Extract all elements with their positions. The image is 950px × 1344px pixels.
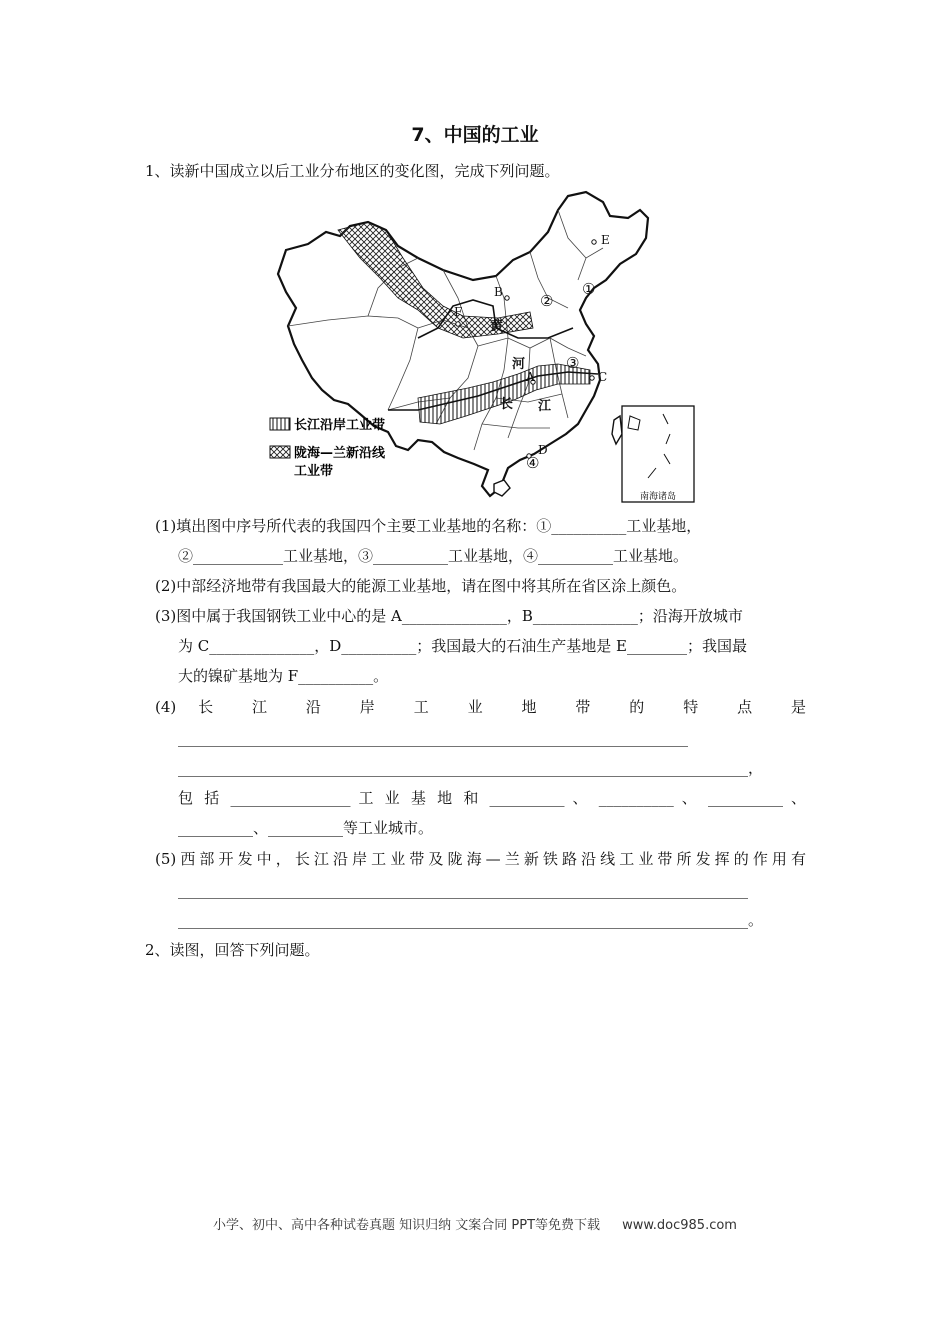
q1-part5-blank1: ____________________________________________________________________________ bbox=[178, 881, 748, 899]
q1-part5-line1: (5)西部开发中，长江沿岸工业带及陇海—兰新铁路沿线工业带所发挥的作用有 bbox=[155, 850, 806, 868]
legend-swatch-longhai bbox=[270, 446, 290, 458]
question-2-intro: 2、读图，回答下列问题。 bbox=[145, 941, 320, 959]
q1-part5-blank2: ____________________________________________________________________________。 bbox=[178, 911, 764, 929]
q1-part2: (2)中部经济地带有我国最大的能源工业基地，请在图中将其所在省区涂上颜色。 bbox=[155, 577, 687, 595]
point-d: D bbox=[538, 443, 548, 457]
legend-yangtze: 长江沿岸工业带 bbox=[294, 418, 386, 433]
q1-part3-line3: 大的镍矿基地为 F__________。 bbox=[178, 667, 389, 685]
base-2: ② bbox=[540, 292, 554, 310]
point-c: C bbox=[598, 370, 608, 384]
hainan-island bbox=[494, 480, 510, 496]
point-b: B bbox=[494, 285, 503, 299]
inset-label: 南海诸岛 bbox=[639, 492, 677, 502]
question-1-intro: 1、读新中国成立以后工业分布地区的变化图，完成下列问题。 bbox=[145, 162, 560, 180]
q1-part1-line2: ②____________工业基地，③__________工业基地，④__________工业基地。 bbox=[178, 547, 689, 565]
page-title: 7、中国的工业 bbox=[411, 124, 539, 146]
q1-part1-line1: (1)填出图中序号所代表的我国四个主要工业基地的名称：①__________工业基地， bbox=[155, 517, 702, 535]
footer-url[interactable]: www.doc985.com bbox=[622, 1218, 737, 1233]
q1-part4-blank2: ____________________________________________________________________________， bbox=[178, 759, 764, 777]
base-1: ① bbox=[582, 280, 596, 298]
label-huang: 黄 bbox=[490, 319, 504, 334]
legend-longhai-2: 工业带 bbox=[294, 464, 334, 479]
label-he: 河 bbox=[512, 357, 526, 372]
point-e: E bbox=[601, 233, 610, 247]
south-sea-inset bbox=[622, 406, 694, 502]
base-3: ③ bbox=[566, 354, 580, 372]
legend-swatch-yangtze bbox=[270, 418, 290, 430]
q1-part4-line4: 包 括 ________________ 工 业 基 地 和 __________ 、 __________ 、 __________ 、 bbox=[178, 789, 806, 807]
base-4: ④ bbox=[526, 454, 540, 472]
legend-longhai-1: 陇海—兰新沿线 bbox=[294, 446, 386, 461]
china-industry-map bbox=[268, 188, 698, 506]
q1-part4-line1: (4) 长 江 沿 岸 工 业 地 带 的 特 点 是 bbox=[155, 698, 806, 716]
label-chang: 长 bbox=[500, 397, 514, 412]
point-a: A bbox=[526, 370, 535, 384]
q1-part3-line1: (3)图中属于我国钢铁工业中心的是 A______________，B______________；沿海开放城市 bbox=[155, 607, 743, 625]
point-f: F bbox=[454, 305, 463, 319]
q1-part4-line5: __________、__________等工业城市。 bbox=[178, 819, 434, 837]
taiwan-island bbox=[612, 416, 622, 444]
page-footer bbox=[0, 1214, 950, 1233]
q1-part3-line2: 为 C______________，D__________；我国最大的石油生产基地是 E________；我国最 bbox=[178, 637, 747, 655]
label-jiang: 江 bbox=[538, 399, 552, 414]
q1-part4-blank1: ____________________________________________________________________ bbox=[178, 729, 688, 747]
footer-text: 小学、初中、高中各种试卷真题 知识归纳 文案合同 PPT等免费下载 bbox=[213, 1218, 601, 1233]
